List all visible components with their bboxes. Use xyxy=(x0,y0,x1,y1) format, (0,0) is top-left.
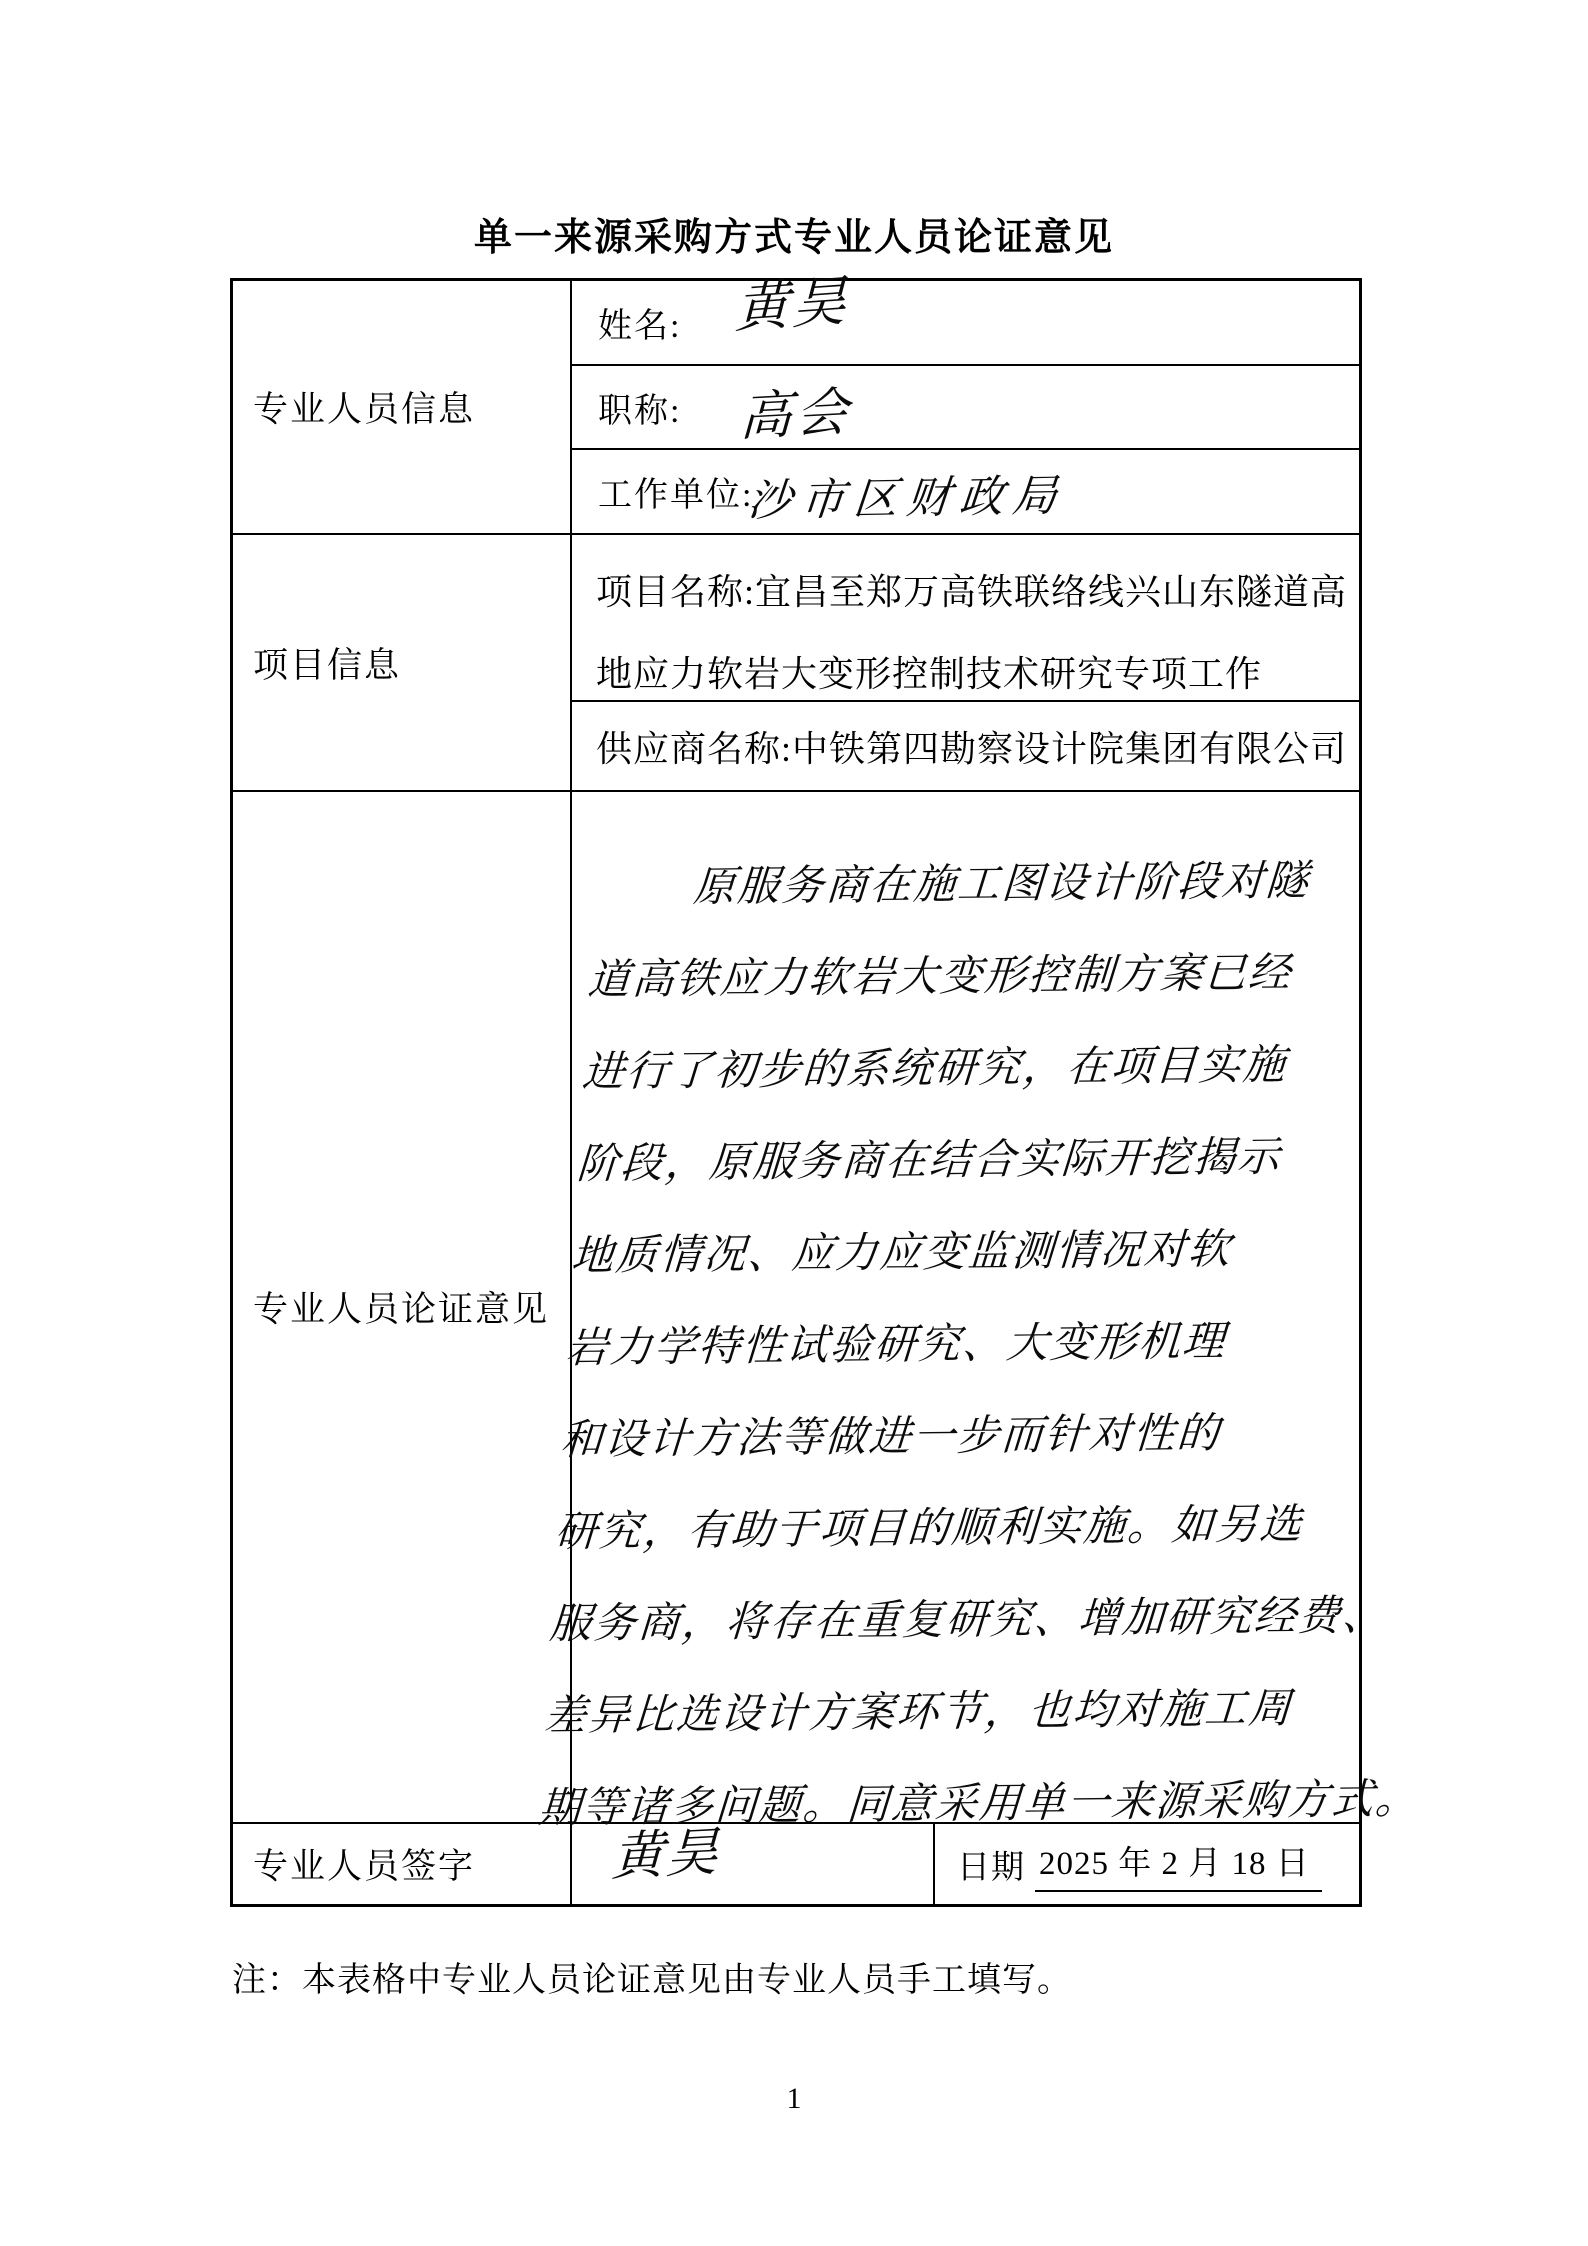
project-name-line1: 项目名称:宜昌至郑万高铁联络线兴山东隧道高 xyxy=(596,572,1348,612)
handwritten-opinion-line: 服务商，将存在重复研究、增加研究经费、 xyxy=(548,1590,1388,1648)
project-name-line2: 地应力软岩大变形控制技术研究专项工作 xyxy=(596,654,1263,694)
handwritten-opinion-line: 岩力学特性试验研究、大变形机理 xyxy=(564,1316,1228,1372)
workunit-label: 工作单位: xyxy=(598,477,754,514)
opinion-section-cell xyxy=(233,790,570,1822)
project-section-cell xyxy=(233,533,570,790)
handwritten-opinion-line: 期等诸多问题。同意采用单一来源采购方式。 xyxy=(537,1773,1421,1832)
name-field-cell xyxy=(570,281,1359,364)
jobtitle-field-cell xyxy=(570,364,1359,448)
supplier-cell xyxy=(570,700,1359,790)
handwritten-signature: 黄昊 xyxy=(610,1822,721,1888)
handwritten-name: 黄昊 xyxy=(734,268,850,341)
document-title: 单一来源采购方式专业人员论证意见 xyxy=(473,217,1114,259)
page-number: 1 xyxy=(786,2082,802,2115)
signature-section-label: 专业人员签字 xyxy=(253,1847,476,1886)
handwritten-opinion-block xyxy=(536,834,1421,1854)
handwritten-opinion-line: 研究，有助于项目的顺利实施。如另选 xyxy=(553,1499,1305,1556)
date-label: 日期 xyxy=(957,1849,1025,1886)
footnote: 注：本表格中专业人员论证意见由专业人员手工填写。 xyxy=(232,1962,1072,1999)
opinion-section-label: 专业人员论证意见 xyxy=(253,1290,550,1329)
handwritten-opinion-line: 原服务商在施工图设计阶段对隧 xyxy=(691,855,1312,911)
supplier-line: 供应商名称:中铁第四勘察设计院集团有限公司 xyxy=(596,728,1348,769)
handwritten-opinion-line: 阶段，原服务商在结合实际开挖揭示 xyxy=(575,1131,1283,1188)
handwritten-opinion-line: 差异比选设计方案环节，也均对施工周 xyxy=(542,1683,1295,1740)
jobtitle-label: 职称: xyxy=(598,392,682,430)
personnel-section-label: 专业人员信息 xyxy=(253,390,476,429)
handwritten-jobtitle: 高会 xyxy=(738,381,853,449)
name-label: 姓名: xyxy=(598,308,682,345)
handwritten-opinion-line: 进行了初步的系统研究，在项目实施 xyxy=(580,1039,1289,1096)
handwritten-workunit: 沙市区财政局 xyxy=(745,470,1068,527)
personnel-section-cell xyxy=(233,281,570,533)
signature-section-cell xyxy=(233,1822,570,1904)
handwritten-opinion-line: 地质情况、应力应变监测情况对软 xyxy=(569,1224,1234,1280)
handwritten-opinion-line: 和设计方法等做进一步而针对性的 xyxy=(559,1408,1223,1464)
project-name-cell xyxy=(570,533,1359,700)
date-value: 2025 年 2 月 18 日 xyxy=(1035,1837,1322,1892)
handwritten-opinion-line: 道高铁应力软岩大变形控制方案已经 xyxy=(586,947,1294,1004)
project-section-label: 项目信息 xyxy=(253,645,402,685)
